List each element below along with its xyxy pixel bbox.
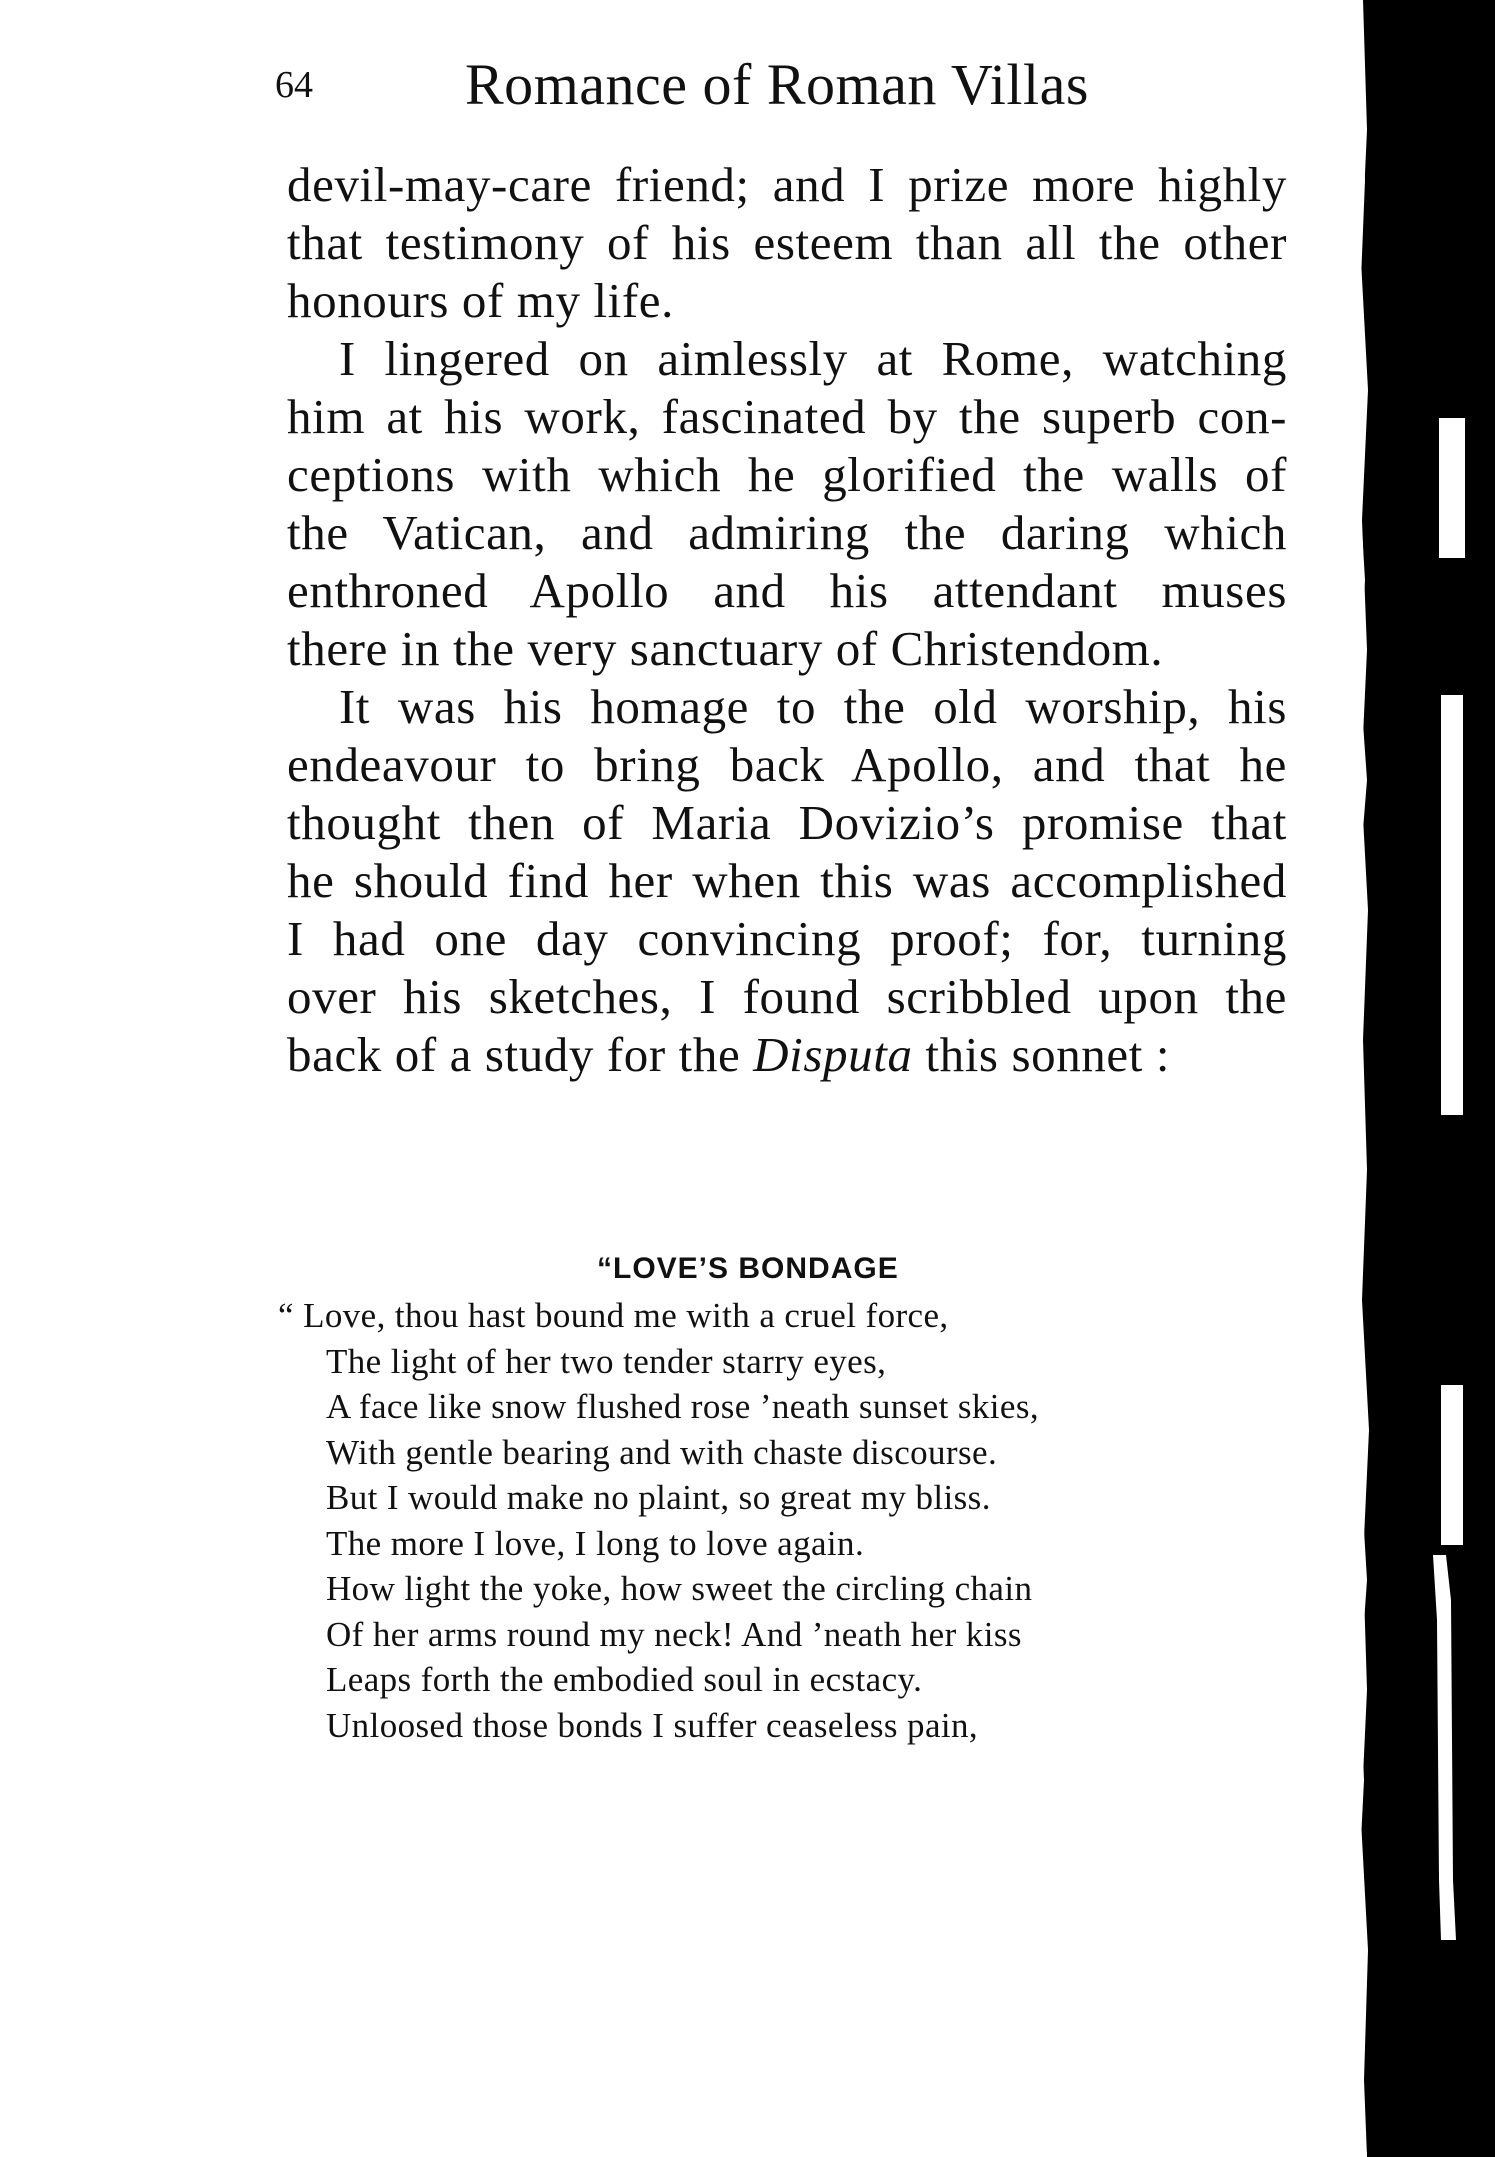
poem-line: The more I love, I long to love again. [326,1523,865,1563]
prose-line: I had one day convincing proof; for, turning [287,911,1287,966]
poem-line: Unloosed those bonds I suffer ceaseless pain, [326,1705,979,1745]
binding-highlight [1441,1385,1463,1545]
prose-line: devil-may-care friend; and I prize more highly [287,157,1287,212]
prose-final-line [287,1026,1287,1084]
binding-highlight [1439,418,1465,558]
binding-shadow [1355,0,1495,2157]
poem-line: The light of her two tender starry eyes, [326,1341,887,1381]
prose-line: thought then of Maria Dovizio’s promise that [287,795,1287,850]
prose-line: endeavour to bring back Apollo, and that he [287,737,1287,792]
prose-final-text: back of a study for the [287,1027,754,1082]
poem-line: How light the yoke, how sweet the circling chain [326,1569,1033,1608]
poem-line: “ Love, thou hast bound me with a cruel force, [278,1296,949,1335]
prose-text [287,156,1287,1084]
prose-line: It was his homage to the old worship, his [339,679,1287,734]
prose-line: he should find her when this was accomplished [287,853,1287,908]
scanned-binding-edge [1355,0,1495,2157]
poem-line: Leaps forth the embodied soul in ecstacy. [326,1660,923,1699]
binding-highlight [1441,695,1463,1115]
prose-line: enthroned Apollo and his attendant muses [287,563,1287,618]
prose-line: there in the very sanctuary of Christendom. [287,621,1164,676]
prose-line: the Vatican, and admiring the daring which [287,505,1287,560]
prose-line: honours of my life. [287,273,675,328]
prose-line: him at his work, fascinated by the superb con- [287,389,1287,444]
poem-line: But I would make no plaint, so great my bliss. [326,1478,991,1517]
poem-line: With gentle bearing and with chaste discourse. [326,1432,998,1472]
binding-dark-band [1359,0,1495,2157]
prose-line: that testimony of his esteem than all the other [287,215,1287,270]
page-number: 64 [275,64,313,106]
prose-line: ceptions with which he glorified the walls of [287,447,1287,502]
prose-line: over his sketches, I found scribbled upon the [287,969,1287,1024]
prose-final-ending: this sonnet : [912,1027,1171,1082]
book-title: Romance of Roman Villas [465,52,1089,117]
poem-title: “LOVE’S BONDAGE [597,1251,899,1285]
poem-line: Of her arms round my neck! And ’neath her kiss [326,1614,1022,1654]
disputa-title: Disputa [753,1027,913,1082]
running-head [275,45,1305,125]
prose-line: I lingered on aimlessly at Rome, watching [339,331,1287,386]
poem-line: A face like snow flushed rose ’neath sunset skies, [326,1387,1040,1426]
poem [278,1293,1248,1748]
